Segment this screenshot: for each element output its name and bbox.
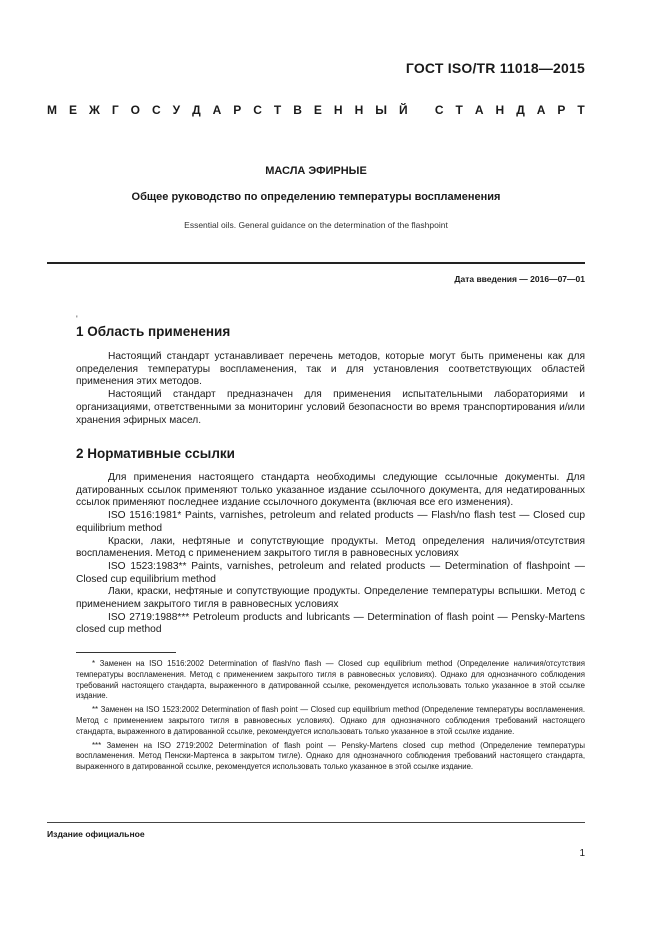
reference-iso-2719: ISO 2719:1988*** Petroleum products and lubricants — Determination of flash point — Pensky-Martens closed cup method [76, 611, 585, 636]
banner-letter: Й [398, 103, 408, 117]
section-1-heading: 1 Область применения [76, 324, 231, 339]
section-2-body [76, 472, 585, 637]
footnote-2: ** Заменен на ISO 1523:2002 Determination of flash point — Closed cup equilibrium method (Определение температуры воспламенения. Метод с применением закрытого тигля в равновесных условиях). Однако для однозначного соблюдения требований настоящего стандарта, выраженного в датированной ссылке, рекомендуется использовать только указанное в этой ссылке издание. [76, 705, 585, 736]
paragraph: Для применения настоящего стандарта необходимы следующие ссылочные документы. Для датированных ссылок применяют только указанное издание ссылочного документа, для недатированных ссылок применяют последнее издание ссылочного документа (включая все его изменения). [76, 472, 585, 509]
interstate-standard-banner [47, 103, 585, 117]
banner-letter: Т [273, 103, 282, 117]
reference-iso-1523-ru: Лаки, краски, нефтяные и сопутствующие продукты. Определение температуры вспышки. Метод с применением закрытого тигля в равновесных условиях [76, 586, 585, 611]
banner-letter: У [172, 103, 181, 117]
paragraph: Настоящий стандарт предназначен для применения испытательными лабораториями и организациями, ответственными за мониторинг условий безопасности во время транспортирования и/или хранения эфирных масел. [76, 389, 585, 426]
footnotes [76, 659, 585, 776]
banner-letter: Д [516, 103, 525, 117]
document-title: МАСЛА ЭФИРНЫЕ [265, 165, 367, 177]
introduction-date: Дата введения — 2016—07—01 [454, 274, 585, 284]
banner-word-gap [420, 103, 423, 117]
banner-letter: М [47, 103, 57, 117]
banner-letter: Н [495, 103, 505, 117]
official-edition-label: Издание официальное [47, 829, 145, 839]
banner-letter: А [536, 103, 546, 117]
reference-iso-1523: ISO 1523:1983** Paints, varnishes, petroleum and related products — Determination of flashpoint — Closed cup equilibrium method [76, 560, 585, 585]
footer-divider [47, 822, 585, 823]
banner-letter: О [130, 103, 140, 117]
banner-letter: Т [577, 103, 585, 117]
banner-letter: А [212, 103, 222, 117]
banner-letter: Р [557, 103, 566, 117]
banner-letter: С [151, 103, 161, 117]
page-number: 1 [579, 848, 585, 859]
stray-mark: ' [76, 314, 78, 324]
banner-letter: В [293, 103, 302, 117]
banner-letter: А [474, 103, 484, 117]
footnote-divider [76, 652, 176, 653]
footnote-1: * Заменен на ISO 1516:2002 Determination of flash/no flash — Closed cup equilibrium method (Определение наличия/отсутствия температуры воспламенения. Метод с применением закрытого тигля в равновесных условиях). Однако для однозначного соблюдения требований настоящего стандарта, выраженного в датированной ссылке, рекомендуется использовать только указанное в этой ссылке издание. [76, 659, 585, 701]
section-2-heading: 2 Нормативные ссылки [76, 446, 235, 461]
banner-letter: С [434, 103, 444, 117]
paragraph: Настоящий стандарт устанавливает перечень методов, которые могут быть применены как для определения температуры воспламенения, так и для установления соответствующих областей применения этих методов. [76, 351, 585, 388]
banner-letter: Г [111, 103, 119, 117]
banner-letter: Ы [375, 103, 387, 117]
banner-letter: Д [192, 103, 201, 117]
reference-iso-1516: ISO 1516:1981* Paints, varnishes, petroleum and related products — Flash/no flash test — Closed cup equilibrium method [76, 510, 585, 534]
banner-letter: Т [455, 103, 463, 117]
banner-letter: Н [354, 103, 364, 117]
standard-code: ГОСТ ISO/TR 11018—2015 [405, 60, 585, 76]
banner-letter: Р [233, 103, 242, 117]
english-title: Essential oils. General guidance on the determination of the flashpoint [184, 220, 448, 230]
banner-letter: С [253, 103, 262, 117]
banner-letter: Ж [88, 103, 100, 117]
footnote-3: *** Заменен на ISO 2719:2002 Determination of flash point — Pensky-Martens closed cup method (Определение температуры воспламенения. Метод Пенски-Мартенса в закрытом тигле). Однако для однозначного соблюдения требований настоящего стандарта, выраженного в датированной ссылке, рекомендуется использовать только указанное в этой ссылке издание. [76, 740, 585, 772]
banner-letter: Н [333, 103, 343, 117]
banner-letter: Е [313, 103, 322, 117]
title-divider [47, 262, 585, 264]
banner-letter: Е [68, 103, 77, 117]
section-1-body [76, 351, 585, 427]
document-subtitle: Общее руководство по определению температуры воспламенения [131, 191, 501, 203]
reference-iso-1516-ru: Краски, лаки, нефтяные и сопутствующие продукты. Метод определения наличия/отсутствия воспламенения. Метод с применением закрытого тигля в равновесных условиях [76, 535, 585, 560]
